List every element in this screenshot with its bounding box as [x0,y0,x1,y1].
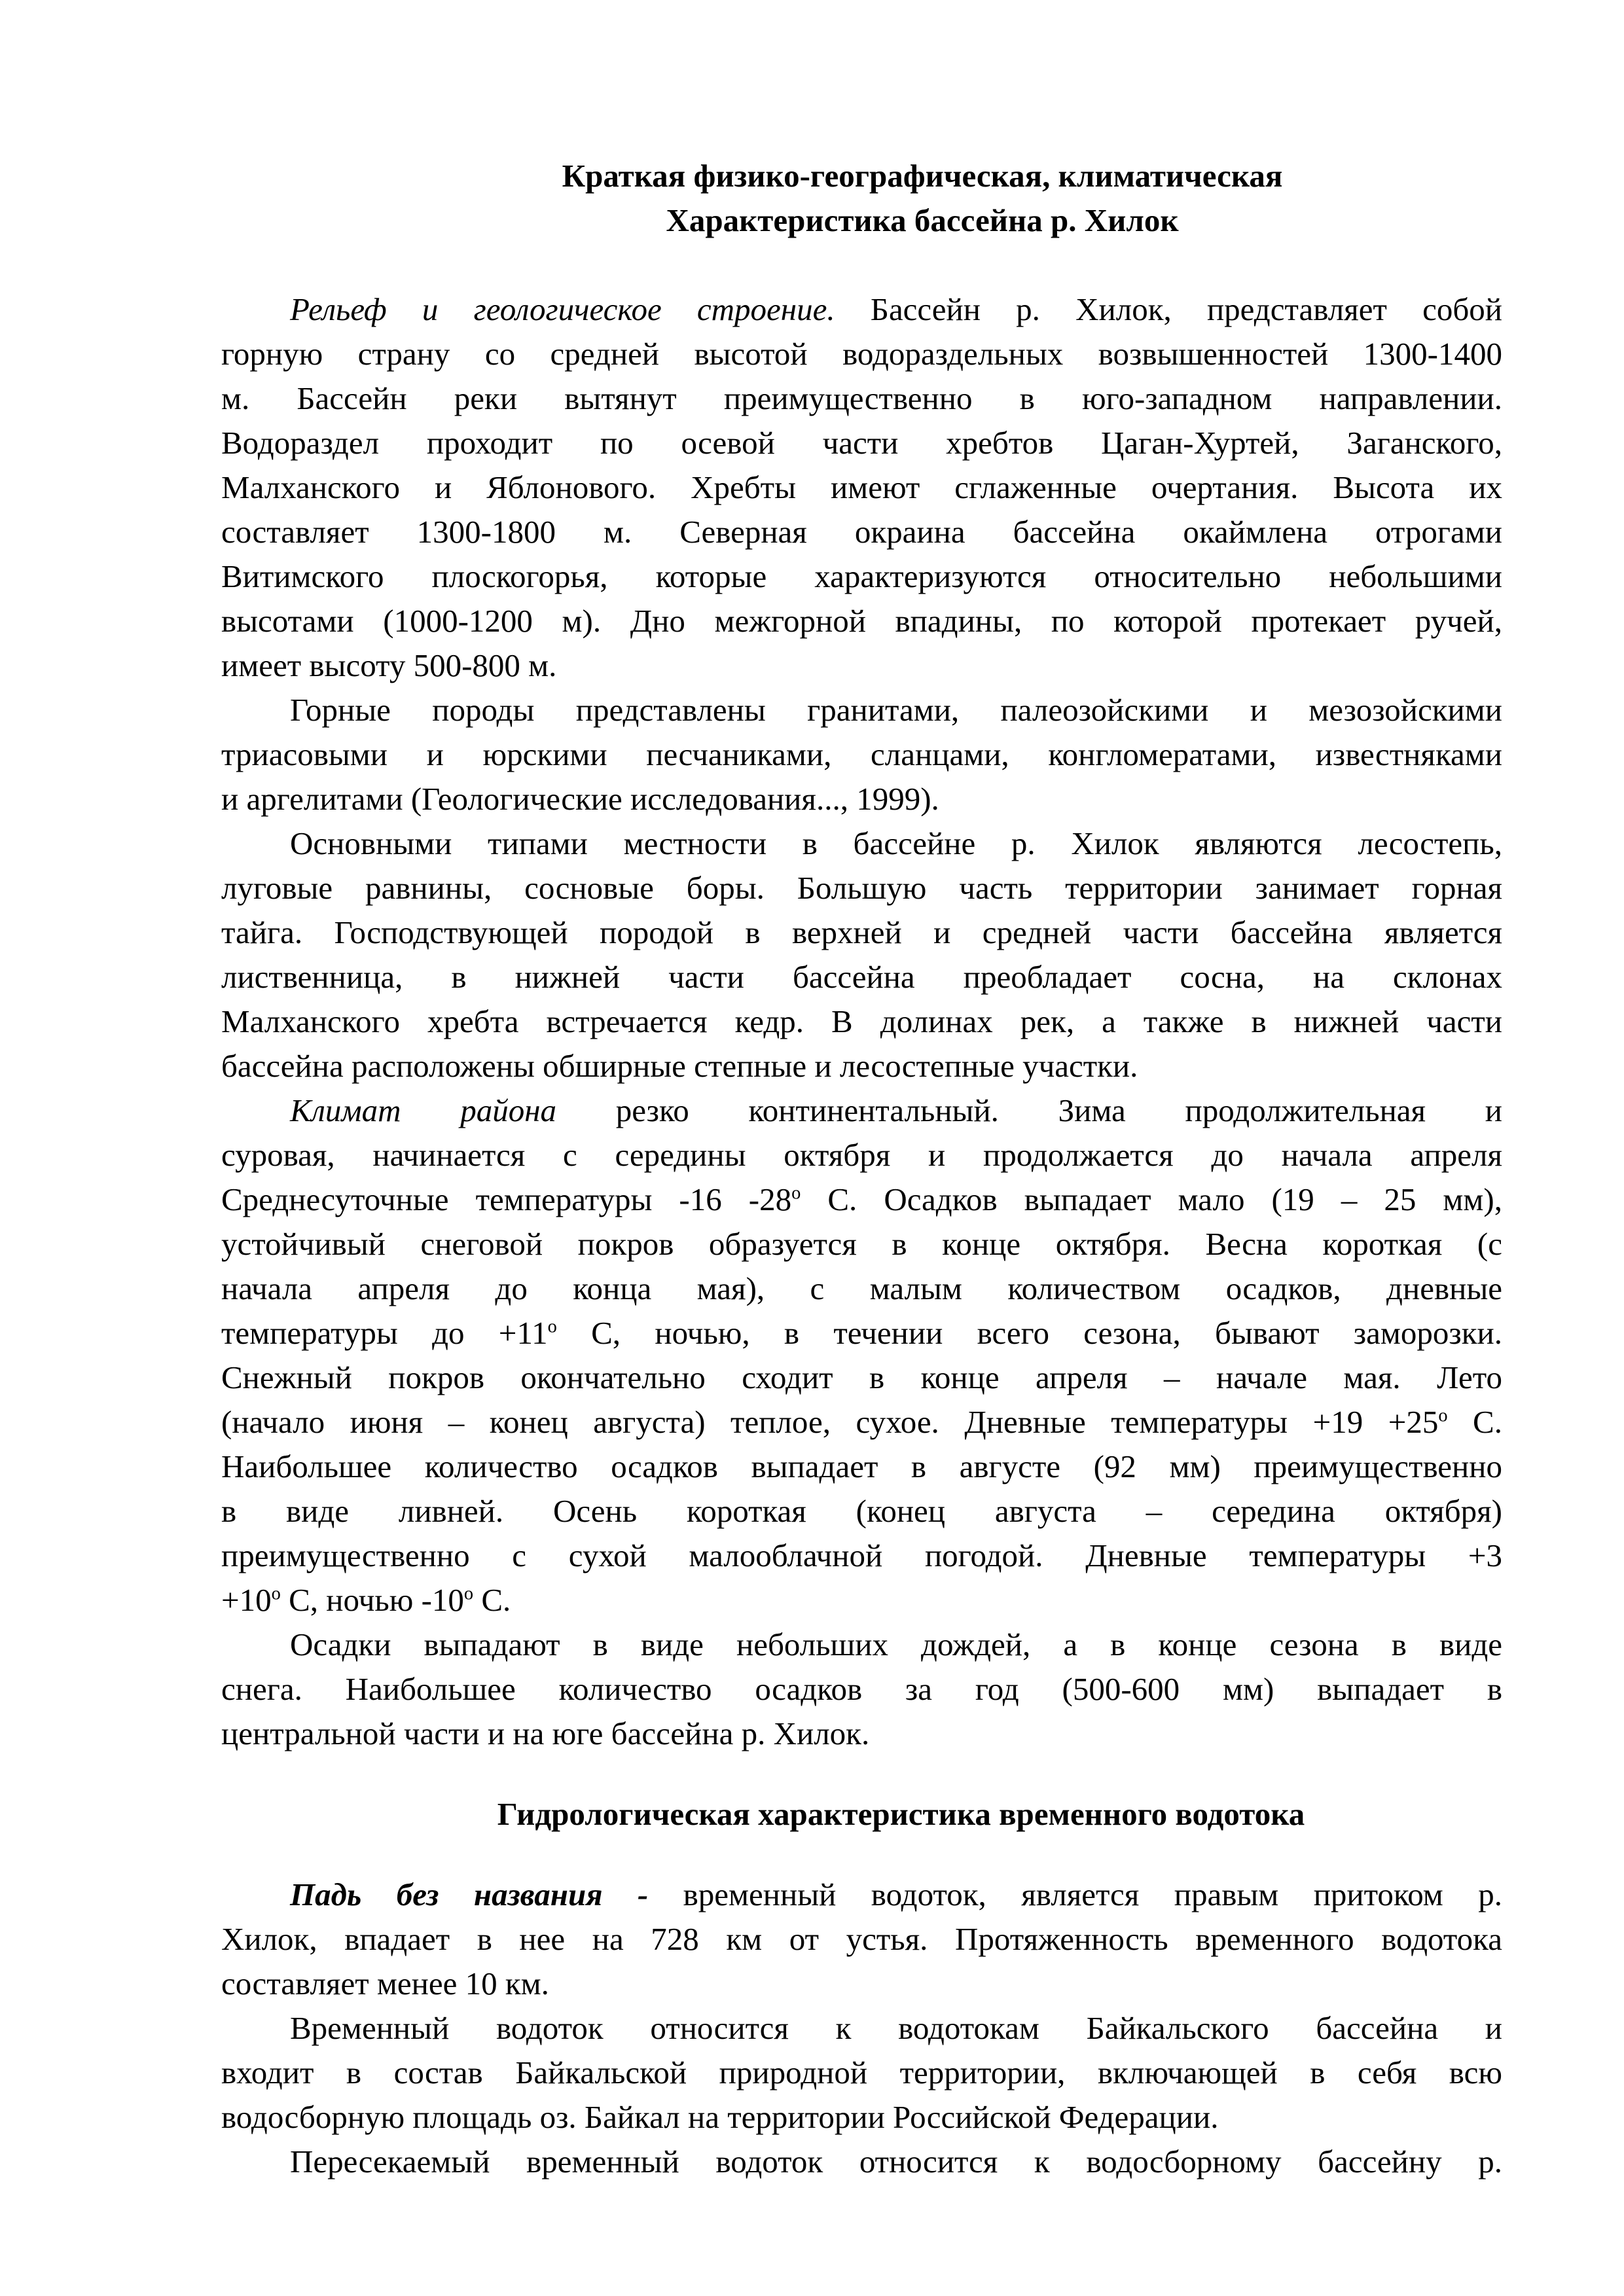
text-line [221,1266,1502,1311]
document-body [221,287,1502,2184]
text-run: Падь без названия - [290,1876,649,1912]
text-line [221,955,1502,999]
text-run: устойчивый снеговой покров образуется в конце октября. Весна короткая (с [221,1226,1502,1262]
text-run: Среднесуточные температуры -16 -28 [221,1181,792,1217]
paragraph-relief-and-geology [221,287,1502,688]
text-run: +10 [221,1582,272,1618]
text-run: Осадки выпадают в виде небольших дождей, а в конце сезона в виде [290,1626,1502,1662]
text-run: луговые равнины, сосновые боры. Большую часть территории занимает горная [221,870,1502,906]
text-run: С. Осадков выпадает мало (19 – 25 мм), [801,1181,1502,1217]
text-line [221,1088,1502,1133]
text-run: Временный водоток относится к водотокам Байкальского бассейна и [290,2010,1502,2046]
text-run: триасовыми и юрскими песчаниками, сланцами, конгломератами, известняками [221,736,1502,772]
text-run: Малханского хребта встречается кедр. В долинах рек, а также в нижней части [221,1003,1502,1039]
text-line [221,1873,1502,1917]
paragraph-precipitation [221,1623,1502,1756]
text-run: Снежный покров окончательно сходит в конце апреля – начале мая. Лето [221,1359,1502,1395]
text-run: Рельеф и геологическое строение. [290,291,835,327]
paragraph-baikal-basin [221,2006,1502,2140]
text-line [221,599,1502,643]
text-line [221,554,1502,599]
text-line [221,1917,1502,1962]
text-run: тайга. Господствующей породой в верхней и средней части бассейна является [221,914,1502,950]
text-run: С. [1447,1404,1502,1440]
degree-superscript: о [271,1583,281,1604]
text-run: Хилок, впадает в нее на 728 км от устья. Протяженность временного водотока [221,1921,1502,1957]
text-line [221,1623,1502,1667]
title-line-1: Краткая физико-географическая, климатическая [562,158,1283,194]
text-line [221,2051,1502,2095]
text-line [221,999,1502,1044]
text-run: Горные породы представлены гранитами, палеозойскими и мезозойскими [290,692,1502,728]
text-run: суровая, начинается с середины октября и продолжается до начала апреля [221,1137,1502,1173]
text-line [221,643,1502,688]
text-run: центральной части и на юге бассейна р. Хилок. [221,1715,870,1751]
text-run: в виде ливней. Осень короткая (конец августа – середина октября) [221,1493,1502,1529]
text-line [221,2095,1502,2140]
text-run: Бассейн р. Хилок, представляет собой [835,291,1502,327]
text-line [221,1962,1502,2006]
text-run: Малханского и Яблонового. Хребты имеют сглаженные очертания. Высота их [221,469,1502,505]
text-line [221,287,1502,332]
text-line [221,421,1502,465]
text-line [221,688,1502,732]
text-line [221,910,1502,955]
text-run: температуры до +11 [221,1315,548,1351]
text-run: м. Бассейн реки вытянут преимущественно в юго-западном направлении. [221,380,1502,416]
text-line [221,2006,1502,2051]
text-run: преимущественно с сухой малооблачной погодой. Дневные температуры +3 [221,1537,1502,1573]
text-run: С, ночью -10 [280,1582,464,1618]
text-line [221,1133,1502,1177]
paragraph-crossed-watercourse [221,2140,1502,2184]
text-line [221,866,1502,910]
paragraph-climate [221,1088,1502,1623]
degree-superscript: о [791,1183,801,1204]
degree-superscript: о [1438,1405,1448,1426]
text-run: высотами (1000-1200 м). Дно межгорной впадины, по которой протекает ручей, [221,603,1502,639]
text-run: (начало июня – конец августа) теплое, сухое. Дневные температуры +19 +25 [221,1404,1439,1440]
text-run: бассейна расположены обширные степные и лесостепные участки. [221,1048,1138,1084]
text-run: лиственница, в нижней части бассейна преобладает сосна, на склонах [221,959,1502,995]
text-run: С. [473,1582,511,1618]
paragraph-terrain-types [221,821,1502,1088]
text-line [221,777,1502,821]
text-run: Пересекаемый временный водоток относится к водосборному бассейну р. [290,2144,1502,2179]
text-run: и аргелитами (Геологические исследования..., 1999). [221,781,939,817]
text-line [221,1578,1502,1623]
text-line [221,1712,1502,1756]
text-run: временный водоток, является правым притоком р. [648,1876,1502,1912]
text-run: водосборную площадь оз. Байкал на территории Российской Федерации. [221,2099,1219,2135]
text-run: резко континентальный. Зима продолжительная и [556,1092,1502,1128]
text-line [221,1667,1502,1712]
text-run: Наибольшее количество осадков выпадает в августе (92 мм) преимущественно [221,1448,1502,1484]
degree-superscript: о [547,1316,557,1337]
paragraph-pad-bez-nazvaniya [221,1873,1502,2006]
text-run: С, ночью, в течении всего сезона, бывают заморозки. [556,1315,1503,1351]
text-line [221,2140,1502,2184]
text-line [221,465,1502,510]
text-line [221,732,1502,777]
text-run: имеет высоту 500-800 м. [221,647,557,683]
text-run: Климат района [290,1092,557,1128]
text-run: Водораздел проходит по осевой части хребтов Цаган-Хуртей, Заганского, [221,425,1502,461]
text-line [221,1177,1502,1222]
text-run: составляет 1300-1800 м. Северная окраина бассейна окаймлена отрогами [221,514,1502,550]
text-line [221,1534,1502,1578]
text-line [221,821,1502,866]
text-run: Витимского плоскогорья, которые характеризуются относительно небольшими [221,558,1502,594]
text-line [221,1311,1502,1355]
text-line [221,1222,1502,1266]
text-line [221,510,1502,554]
text-line [221,332,1502,376]
section-heading-hydrology: Гидрологическая характеристика временного водотока [497,1796,1305,1832]
text-run: начала апреля до конца мая), с малым количеством осадков, дневные [221,1270,1502,1306]
text-line [221,1044,1502,1088]
text-line [221,376,1502,421]
degree-superscript: о [463,1583,474,1604]
text-run: Основными типами местности в бассейне р. Хилок являются лесостепь, [290,825,1502,861]
text-line [221,1355,1502,1400]
title-line-2: Характеристика бассейна р. Хилок [666,202,1179,238]
text-run: горную страну со средней высотой водораздельных возвышенностей 1300-1400 [221,336,1502,372]
text-line [221,1400,1502,1444]
text-line [221,1489,1502,1534]
document-title [221,154,1502,243]
text-run: снега. Наибольшее количество осадков за год (500-600 мм) выпадает в [221,1671,1502,1707]
text-line [221,1444,1502,1489]
text-run: входит в состав Байкальской природной территории, включающей в себя всю [221,2054,1502,2090]
text-run: составляет менее 10 км. [221,1965,549,2001]
paragraph-rocks [221,688,1502,821]
